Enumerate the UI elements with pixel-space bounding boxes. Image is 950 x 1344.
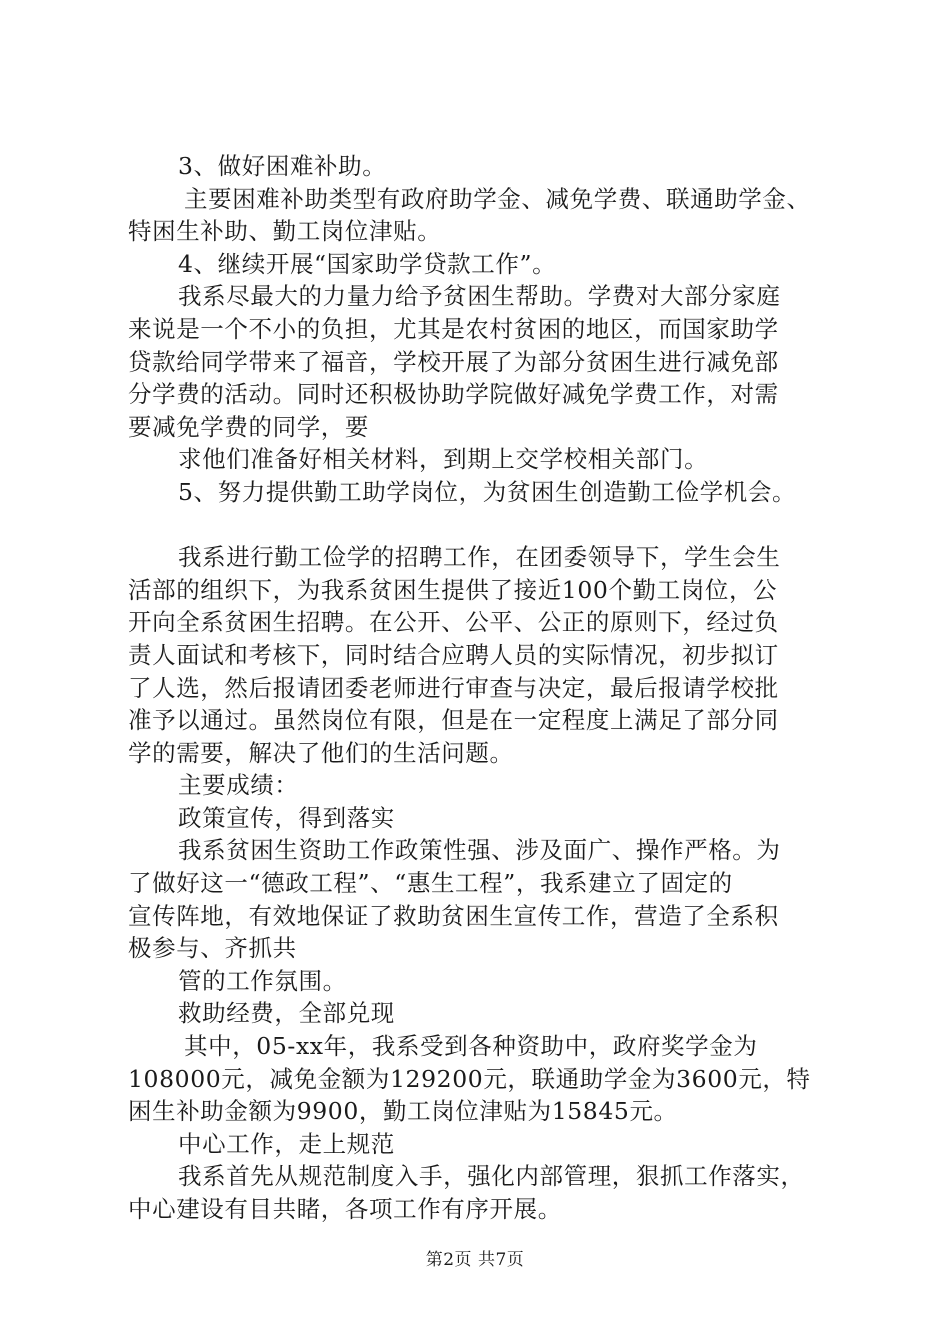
paragraph-line: 了人选，然后报请团委老师进行审查与决定，最后报请学校批 [128, 673, 779, 702]
paragraph-line: 了做好这一“德政工程”、“惠生工程”，我系建立了固定的 [128, 869, 733, 898]
paragraph-line: 中心建设有目共睹，各项工作有序开展。 [128, 1195, 562, 1223]
paragraph-line: 活部的组织下，为我系贫困生提供了接近100个勤工岗位，公 [128, 575, 778, 604]
paragraph-line: 开向全系贫困生招聘。在公开、公平、公正的原则下，经过负 [128, 608, 779, 637]
paragraph-line: 我系首先从规范制度入手，强化内部管理，狠抓工作落实， [178, 1162, 805, 1191]
paragraph-line: 来说是一个不小的负担，尤其是农村贫困的地区，而国家助学 [128, 314, 779, 343]
subheading-center-work: 中心工作，走上规范 [178, 1129, 395, 1158]
paragraph-line: 我系贫困生资助工作政策性强、涉及面广、操作严格。为 [178, 836, 781, 865]
paragraph-line: 我系进行勤工俭学的招聘工作，在团委领导下，学生会生 [178, 543, 781, 572]
paragraph-line: 求他们准备好相关材料，到期上交学校相关部门。 [178, 445, 709, 474]
section-heading-3: 3、做好困难补助。 [178, 152, 387, 180]
subheading-policy: 政策宣传，得到落实 [178, 803, 395, 832]
paragraph-line: 其中，05-xx年，我系受到各种资助中，政府奖学金为 [184, 1032, 758, 1061]
paragraph-line: 困生补助金额为9900，勤工岗位津贴为15845元。 [128, 1097, 678, 1126]
paragraph-line: 特困生补助、勤工岗位津贴。 [128, 217, 442, 246]
paragraph-line: 学的需要，解决了他们的生活问题。 [128, 738, 514, 767]
paragraph-line: 主要困难补助类型有政府助学金、减免学费、联通助学金、 [184, 184, 811, 213]
page-number-footer: 第2页 共7页 [425, 1250, 525, 1270]
paragraph-line: 极参与、齐抓共 [128, 934, 297, 963]
section-heading-5: 5、努力提供勤工助学岗位，为贫困生创造勤工俭学机会。 [178, 477, 797, 506]
paragraph-line: 要减免学费的同学，要 [128, 412, 369, 441]
paragraph-line: 责人面试和考核下，同时结合应聘人员的实际情况，初步拟订 [128, 640, 779, 669]
paragraph-line: 准予以通过。虽然岗位有限，但是在一定程度上满足了部分同 [128, 706, 779, 735]
document-body [128, 150, 848, 1226]
paragraph-line: 管的工作氛围。 [178, 966, 347, 995]
paragraph-line: 宣传阵地，有效地保证了救助贫困生宣传工作，营造了全系积 [128, 901, 779, 930]
paragraph-gap [128, 509, 848, 542]
paragraph-line: 分学费的活动。同时还积极协助学院做好减免学费工作，对需 [128, 380, 779, 409]
paragraph-line: 我系尽最大的力量力给予贫困生帮助。学费对大部分家庭 [178, 282, 781, 311]
paragraph-line: 108000元，减免金额为129200元，联通助学金为3600元，特 [128, 1064, 811, 1093]
subheading-funding: 救助经费，全部兑现 [178, 999, 395, 1028]
subheading-achievements: 主要成绩： [178, 771, 299, 800]
paragraph-line: 贷款给同学带来了福音，学校开展了为部分贫困生进行减免部 [128, 347, 779, 376]
section-heading-4: 4、继续开展“国家助学贷款工作”。 [178, 249, 557, 278]
